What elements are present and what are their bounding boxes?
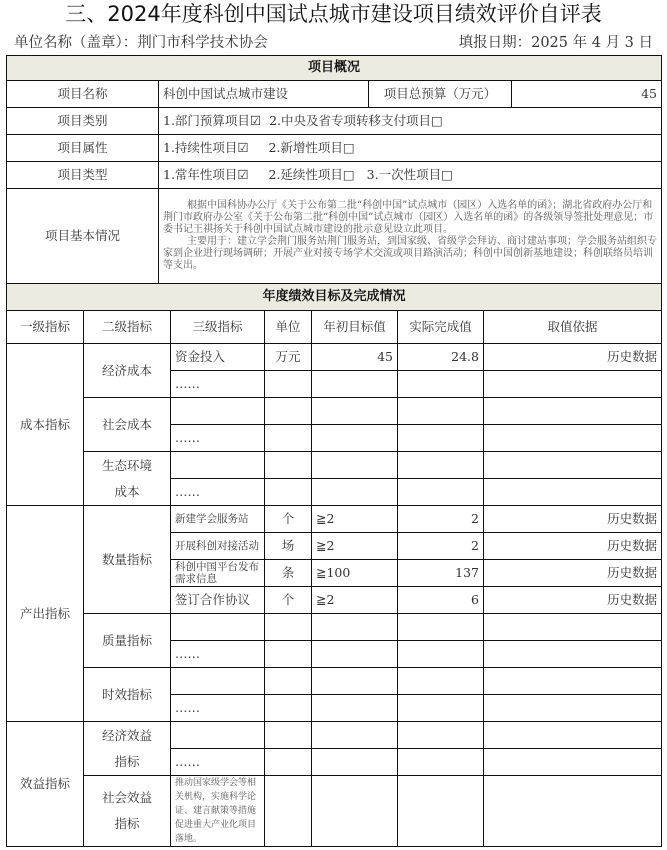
level1-indicator: 成本指标 (7, 344, 84, 506)
level3-indicator: 资金投入 (171, 344, 265, 371)
unit-cell: 场 (265, 533, 312, 560)
column-header: 单位 (265, 311, 312, 344)
actual-value: 2 (398, 506, 484, 533)
level2-indicator: 社会效益指标 (84, 776, 171, 847)
actual-value: 24.8 (398, 344, 484, 371)
unit-cell (265, 668, 312, 695)
actual-value (398, 452, 484, 479)
target-value (312, 452, 398, 479)
target-value (312, 695, 398, 722)
actual-value: 2 (398, 533, 484, 560)
type-label: 项目类型 (7, 162, 159, 189)
table-row (7, 668, 662, 695)
column-header: 年初目标值 (312, 311, 398, 344)
unit-cell (265, 452, 312, 479)
level3-indicator: …… (171, 479, 265, 506)
column-header: 二级指标 (84, 311, 171, 344)
level1-indicator: 效益指标 (7, 722, 84, 847)
unit-cell: 个 (265, 506, 312, 533)
level3-indicator: 签订合作协议 (171, 587, 265, 614)
level2-indicator: 数量指标 (84, 506, 171, 614)
level2-indicator: 经济成本 (84, 344, 171, 398)
table-row (7, 614, 662, 641)
table-row (7, 452, 662, 479)
actual-value (398, 614, 484, 641)
level3-indicator: 新建学会服务站 (171, 506, 265, 533)
level2-indicator: 质量指标 (84, 614, 171, 668)
basis-cell: 历史数据 (484, 506, 662, 533)
target-value (312, 425, 398, 452)
basis-cell (484, 425, 662, 452)
performance-section-title: 年度绩效目标及完成情况 (7, 284, 662, 311)
basis-cell (484, 668, 662, 695)
target-value: ≧100 (312, 560, 398, 587)
unit-cell (265, 695, 312, 722)
target-value (312, 614, 398, 641)
column-header: 一级指标 (7, 311, 84, 344)
unit-cell: 个 (265, 587, 312, 614)
project-name-label: 项目名称 (7, 81, 159, 108)
basis-cell (484, 695, 662, 722)
unit-cell (265, 398, 312, 425)
page-title: 三、2024年度科创中国试点城市建设项目绩效评价自评表 (65, 2, 602, 26)
target-value: 45 (312, 344, 398, 371)
level3-indicator: …… (171, 749, 265, 776)
actual-value (398, 749, 484, 776)
report-date: 填报日期：2025 年 4 月 3 日 (458, 35, 653, 51)
actual-value (398, 695, 484, 722)
basis-cell (484, 776, 662, 847)
target-value: ≧2 (312, 506, 398, 533)
level2-indicator: 时效指标 (84, 668, 171, 722)
basic-info-text (159, 189, 662, 284)
actual-value (398, 641, 484, 668)
basis-cell (484, 614, 662, 641)
level2-indicator: 生态环境成本 (84, 452, 171, 506)
level3-indicator: 科创中国平台发布需求信息 (171, 560, 265, 587)
type-options: 1.常年性项目☑ 2.延续性项目□ 3.一次性项目□ (159, 162, 662, 189)
actual-value (398, 479, 484, 506)
unit-cell (265, 722, 312, 749)
budget-value: 45 (512, 81, 662, 108)
level3-indicator: …… (171, 371, 265, 398)
column-header: 实际完成值 (398, 311, 484, 344)
table-row (7, 776, 662, 847)
basis-cell (484, 749, 662, 776)
actual-value (398, 776, 484, 847)
column-header: 取值依据 (484, 311, 662, 344)
level3-indicator: 开展科创对接活动 (171, 533, 265, 560)
basis-cell: 历史数据 (484, 344, 662, 371)
target-value: ≧2 (312, 533, 398, 560)
level3-indicator (171, 398, 265, 425)
basis-cell: 历史数据 (484, 533, 662, 560)
actual-value (398, 371, 484, 398)
level3-indicator: …… (171, 425, 265, 452)
target-value (312, 479, 398, 506)
unit-name: 单位名称（盖章）：荆门市科学技术协会 (14, 35, 268, 51)
overview-table (6, 55, 662, 284)
unit-cell (265, 371, 312, 398)
basis-cell: 历史数据 (484, 560, 662, 587)
basic-info-paragraph: 主要用于：建立学会荆门服务站荆门服务站，到国家级、省级学会拜访、商讨建站事项；学会服务站组织专家到企业进行现场调研；开展产业对接专场学术交流或项目路演活动；科创中国创新基地建设；科创联络员培训等支出。 (163, 236, 657, 271)
unit-cell: 万元 (265, 344, 312, 371)
level3-indicator (171, 452, 265, 479)
unit-cell (265, 749, 312, 776)
level3-indicator (171, 668, 265, 695)
level3-indicator: …… (171, 641, 265, 668)
actual-value (398, 425, 484, 452)
table-row (7, 344, 662, 371)
level3-indicator (171, 614, 265, 641)
actual-value (398, 668, 484, 695)
overview-section-title: 项目概况 (7, 56, 662, 81)
basic-info-label: 项目基本情况 (7, 189, 159, 284)
project-name-value: 科创中国试点城市建设 (159, 81, 369, 108)
basis-cell (484, 479, 662, 506)
unit-cell (265, 776, 312, 847)
target-value (312, 668, 398, 695)
unit-cell: 条 (265, 560, 312, 587)
table-row (7, 398, 662, 425)
category-label: 项目类别 (7, 108, 159, 135)
target-value (312, 371, 398, 398)
basis-cell (484, 452, 662, 479)
level3-indicator: …… (171, 695, 265, 722)
category-options: 1.部门预算项目☑ 2.中央及省专项转移支付项目□ (159, 108, 662, 135)
basis-cell: 历史数据 (484, 587, 662, 614)
actual-value: 137 (398, 560, 484, 587)
table-row (7, 506, 662, 533)
target-value (312, 776, 398, 847)
level2-indicator: 经济效益指标 (84, 722, 171, 776)
unit-cell (265, 479, 312, 506)
level2-indicator: 社会成本 (84, 398, 171, 452)
actual-value (398, 722, 484, 749)
target-value (312, 641, 398, 668)
target-value (312, 722, 398, 749)
target-value: ≧2 (312, 587, 398, 614)
basis-cell (484, 641, 662, 668)
unit-cell (265, 425, 312, 452)
actual-value: 6 (398, 587, 484, 614)
level3-indicator (171, 722, 265, 749)
actual-value (398, 398, 484, 425)
basis-cell (484, 722, 662, 749)
attribute-options: 1.持续性项目☑ 2.新增性项目□ (159, 135, 662, 162)
basic-info-paragraph: 根据中国科协办公厅《关于公布第二批“科创中国”试点城市（园区）入选名单的函》；湖北省政府办公厅和荆门市政府办公室《关于公布第二批“科创中国”试点城市（园区）入选名单的函》的各级领导签批处理意见；市委书记王祺扬关于科创中国试点城市建设的批示意见设立此项目。 (163, 200, 654, 235)
basis-cell (484, 371, 662, 398)
unit-cell (265, 641, 312, 668)
column-header: 三级指标 (171, 311, 265, 344)
attribute-label: 项目属性 (7, 135, 159, 162)
level3-indicator: 推动国家级学会等相关机构，实施科学论证、建言献策等措施促进重大产业化项目落地。 (171, 776, 265, 847)
basis-cell (484, 398, 662, 425)
unit-cell (265, 614, 312, 641)
budget-label: 项目总预算（万元） (369, 81, 512, 108)
table-row (7, 722, 662, 749)
performance-table (6, 283, 662, 847)
target-value (312, 398, 398, 425)
level1-indicator: 产出指标 (7, 506, 84, 722)
target-value (312, 749, 398, 776)
